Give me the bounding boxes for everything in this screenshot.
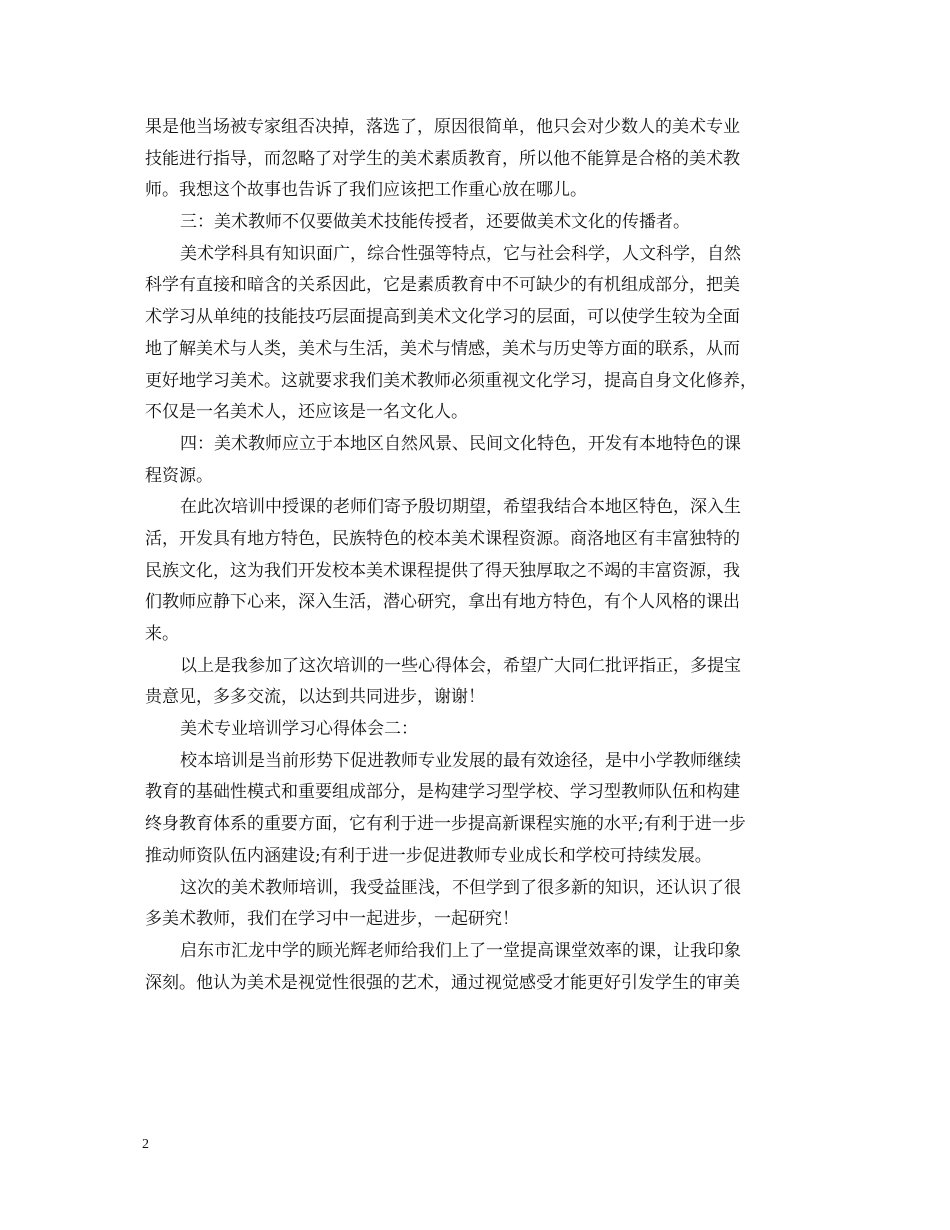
text-line: 四：美术教师应立于本地区自然风景、民间文化特色，开发有本地特色的课: [180, 433, 741, 454]
text-line: 深刻。他认为美术是视觉性很强的艺术，通过视觉感受才能更好引发学生的审美: [145, 972, 740, 993]
text-line: 以上是我参加了这次培训的一些心得体会，希望广大同仁批评指正，多提宝: [180, 655, 741, 676]
text-line: 来。: [145, 624, 179, 644]
body-text: [145, 112, 807, 999]
text-line: 地了解美术与人类，美术与生活，美术与情感，美术与历史等方面的联系，从而: [145, 338, 740, 359]
text-line: 技能进行指导，而忽略了对学生的美术素质教育，所以他不能算是合格的美术教: [145, 148, 740, 169]
text-line: 美术专业培训学习心得体会二：: [180, 719, 418, 740]
text-line: 美术学科具有知识面广，综合性强等特点，它与社会科学，人文科学，自然: [180, 243, 741, 264]
text-line: 启东市汇龙中学的顾光辉老师给我们上了一堂提高课堂效率的课，让我印象: [180, 940, 741, 961]
text-line: 程资源。: [145, 465, 213, 486]
text-line: 多美术教师，我们在学习中一起进步，一起研究！: [145, 909, 519, 930]
text-line: 果是他当场被专家组否决掉，落选了，原因很简单，他只会对少数人的美术专业: [145, 117, 740, 137]
text-line: 活，开发具有地方特色，民族特色的校本美术课程资源。商洛地区有丰富独特的: [145, 528, 740, 549]
text-line: 民族文化，这为我们开发校本美术课程提供了得天独厚取之不竭的丰富资源，我: [145, 560, 740, 581]
text-line: 终身教育体系的重要方面，它有利于进一步提高新课程实施的水平;有利于进一步: [145, 814, 746, 835]
text-line: 贵意见，多多交流，以达到共同进步，谢谢！: [145, 687, 485, 708]
text-line: 这次的美术教师培训，我受益匪浅，不但学到了很多新的知识，还认识了很: [180, 877, 741, 898]
text-line: 在此次培训中授课的老师们寄予殷切期望，希望我结合本地区特色，深入生: [180, 497, 741, 518]
text-line: 教育的基础性模式和重要组成部分，是构建学习型学校、学习型教师队伍和构建: [145, 782, 740, 803]
text-line: 三：美术教师不仅要做美术技能传授者，还要做美术文化的传播者。: [180, 212, 690, 233]
text-line: 们教师应静下心来，深入生活，潜心研究，拿出有地方特色，有个人风格的课出: [145, 592, 740, 613]
page-number: 2: [142, 1137, 149, 1152]
text-line: 不仅是一名美术人，还应该是一名文化人。: [145, 402, 468, 423]
text-line: 校本培训是当前形势下促进教师专业发展的最有效途径，是中小学教师继续: [180, 750, 741, 771]
text-line: 术学习从单纯的技能技巧层面提高到美术文化学习的层面，可以使学生较为全面: [145, 307, 740, 328]
text-line: 更好地学习美术。这就要求我们美术教师必须重视文化学习，提高自身文化修养，: [145, 370, 757, 391]
text-line: 科学有直接和暗含的关系因此，它是素质教育中不可缺少的有机组成部分，把美: [145, 275, 740, 296]
text-line: 师。我想这个故事也告诉了我们应该把工作重心放在哪儿。: [145, 180, 587, 201]
text-line: 推动师资队伍内涵建设;有利于进一步促进教师专业成长和学校可持续发展。: [145, 845, 712, 866]
